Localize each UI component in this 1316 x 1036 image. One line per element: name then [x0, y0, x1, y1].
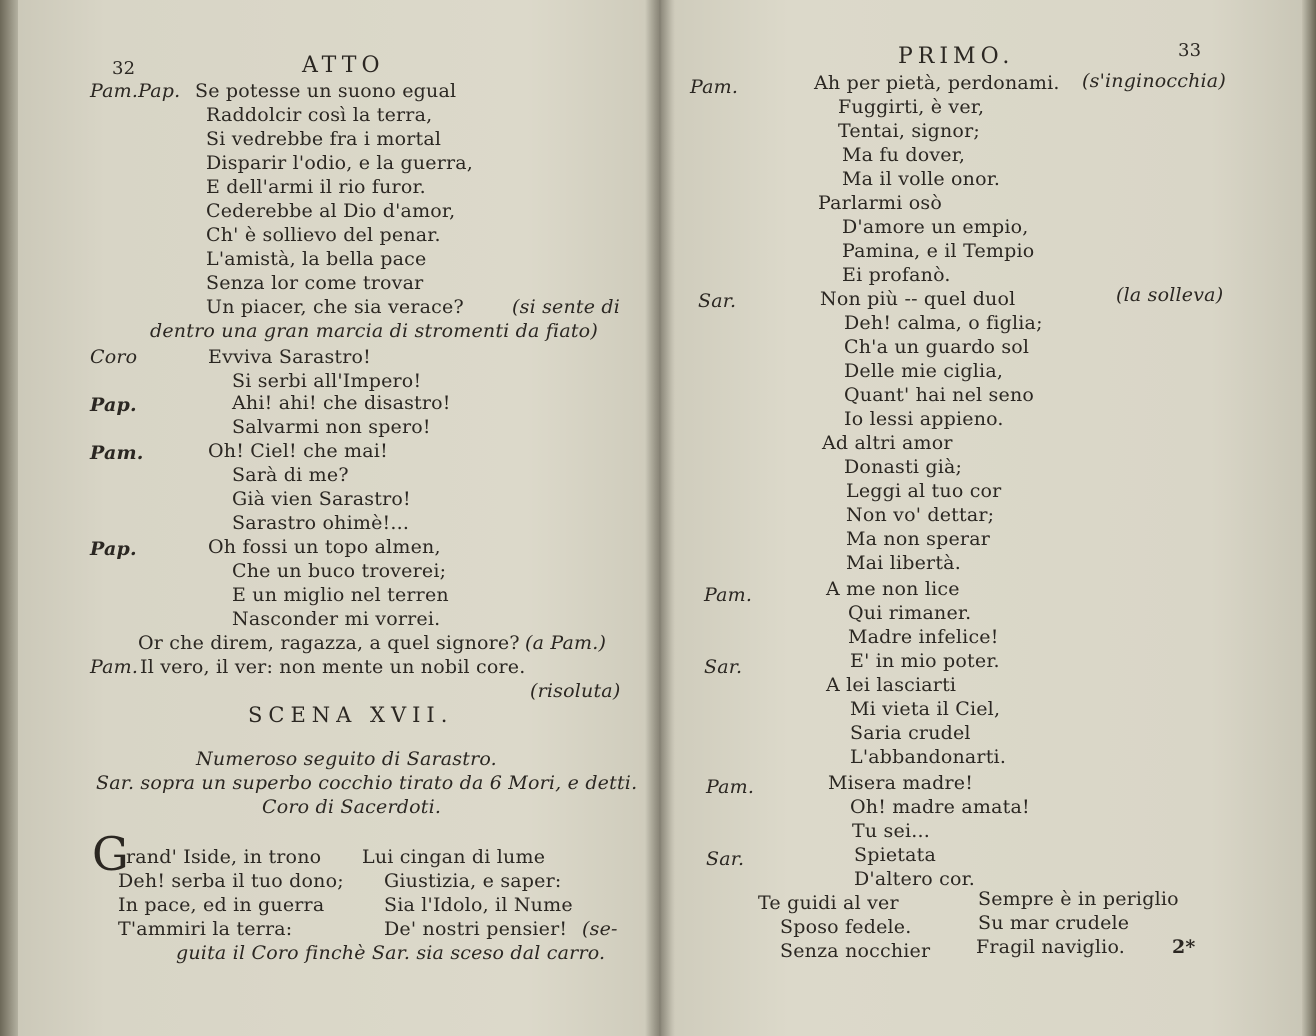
- stage-direction: (la solleva): [1116, 284, 1224, 306]
- running-header: ATTO: [302, 53, 385, 78]
- verse-line: Senza lor come trovar: [206, 272, 424, 294]
- speaker-label: Pam.Pap.: [90, 80, 181, 102]
- verse-line: Ma non sperar: [846, 528, 991, 550]
- verse-line: Si serbi all'Impero!: [232, 370, 422, 392]
- chorus-line: De' nostri pensier!: [384, 918, 568, 940]
- speaker-label: Pap.: [90, 538, 137, 560]
- verse-line: Saria crudel: [850, 722, 971, 744]
- verse-line: E' in mio poter.: [850, 650, 1000, 672]
- scene-description: Sar. sopra un superbo cocchio tirato da 6 Mori, e detti.: [96, 772, 638, 794]
- chorus-line: Sia l'Idolo, il Nume: [384, 894, 573, 916]
- verse-line: Pamina, e il Tempio: [842, 240, 1035, 262]
- chorus-line: Giustizia, e saper:: [384, 870, 562, 892]
- right-page: [660, 0, 1316, 1036]
- stage-direction: guita il Coro finchè Sar. sia sceso dal carro.: [176, 942, 606, 964]
- stage-direction: (s'inginocchia): [1082, 70, 1226, 92]
- chorus-line: T'ammiri la terra:: [118, 918, 293, 940]
- verse-line: Ahi! ahi! che disastro!: [232, 392, 451, 414]
- stage-direction: dentro una gran marcia di stromenti da fiato): [150, 320, 598, 342]
- scene-title: SCENA XVII.: [248, 703, 454, 727]
- speaker-label: Pap.: [90, 394, 137, 416]
- scene-description: Coro di Sacerdoti.: [262, 796, 442, 818]
- verse-line: Se potesse un suono egual: [195, 80, 457, 102]
- verse-line: Sarà di me?: [232, 464, 349, 486]
- speaker-label: Pam.: [706, 776, 755, 798]
- verse-line: Non più -- quel duol: [820, 288, 1016, 310]
- verse-line: Deh! calma, o figlia;: [844, 312, 1043, 334]
- speaker-label: Sar.: [698, 290, 737, 312]
- speaker-label: Pam.: [690, 76, 739, 98]
- verse-line: A lei lasciarti: [826, 674, 957, 696]
- drop-cap: G: [92, 827, 129, 881]
- verse-line: Spietata: [854, 844, 937, 866]
- verse-line: Ah per pietà, perdonami.: [814, 72, 1060, 94]
- final-verse: Senza nocchier: [780, 940, 931, 962]
- chorus-line: rand' Iside, in trono: [126, 846, 322, 868]
- verse-line: Evviva Sarastro!: [208, 346, 372, 368]
- verse-line: Oh! Ciel! che mai!: [208, 440, 388, 462]
- running-header: PRIMO.: [898, 44, 1015, 69]
- verse-line: Misera madre!: [828, 772, 974, 794]
- chorus-line: Deh! serba il tuo dono;: [118, 870, 344, 892]
- speaker-label: Pam.: [90, 656, 139, 678]
- page-number: 33: [1178, 40, 1202, 61]
- verse-line: Sarastro ohimè!...: [232, 512, 410, 534]
- signature-mark: 2*: [1172, 936, 1196, 958]
- verse-line: Mai libertà.: [846, 552, 961, 574]
- stage-direction: (a Pam.): [525, 632, 607, 654]
- verse-line: Un piacer, che sia verace?: [206, 296, 464, 318]
- stage-direction: (se-: [582, 918, 618, 940]
- verse-line: Già vien Sarastro!: [232, 488, 411, 510]
- verse-line: Fuggirti, è ver,: [838, 96, 985, 118]
- speaker-label: Coro: [90, 346, 138, 368]
- speaker-label: Pam.: [704, 584, 753, 606]
- stage-direction: (si sente di: [512, 296, 621, 318]
- chorus-line: In pace, ed in guerra: [118, 894, 325, 916]
- page-number: 32: [112, 58, 136, 79]
- verse-line: Il vero, il ver: non mente un nobil core.: [140, 656, 526, 678]
- speaker-label: Sar.: [706, 848, 745, 870]
- verse-line: Oh fossi un topo almen,: [208, 536, 441, 558]
- verse-line: Mi vieta il Ciel,: [850, 698, 1001, 720]
- verse-line: Parlarmi osò: [818, 192, 942, 214]
- verse-line: Io lessi appieno.: [844, 408, 1004, 430]
- verse-line: A me non lice: [826, 578, 960, 600]
- verse-line: D'altero cor.: [854, 868, 976, 890]
- verse-line: Quant' hai nel seno: [844, 384, 1035, 406]
- left-page: [0, 0, 655, 1036]
- verse-line: Madre infelice!: [848, 626, 999, 648]
- verse-line: E un miglio nel terren: [232, 584, 449, 606]
- scene-description: Numeroso seguito di Sarastro.: [196, 748, 497, 770]
- verse-line: Leggi al tuo cor: [846, 480, 1002, 502]
- verse-line: Non vo' dettar;: [846, 504, 995, 526]
- verse-line: Qui rimaner.: [848, 602, 972, 624]
- verse-line: L'abbandonarti.: [850, 746, 1007, 768]
- verse-line: D'amore un empio,: [842, 216, 1029, 238]
- final-verse: Sposo fedele.: [780, 916, 912, 938]
- verse-line: Tu sei...: [852, 820, 930, 842]
- final-verse: Su mar crudele: [978, 912, 1130, 934]
- verse-line: Ch'a un guardo sol: [844, 336, 1030, 358]
- verse-line: Oh! madre amata!: [850, 796, 1030, 818]
- verse-line: Disparir l'odio, e la guerra,: [206, 152, 474, 174]
- verse-line: Raddolcir così la terra,: [206, 104, 433, 126]
- verse-line: Ma il volle onor.: [842, 168, 1001, 190]
- chorus-line: Lui cingan di lume: [362, 846, 546, 868]
- stage-direction: (risoluta): [530, 680, 621, 702]
- speaker-label: Pam.: [90, 442, 144, 464]
- final-verse: Te guidi al ver: [758, 892, 899, 914]
- verse-line: Tentai, signor;: [838, 120, 980, 142]
- final-verse: Fragil naviglio.: [976, 936, 1125, 958]
- verse-line: Delle mie ciglia,: [844, 360, 1004, 382]
- verse-line: Nasconder mi vorrei.: [232, 608, 441, 630]
- verse-line: E dell'armi il rio furor.: [206, 176, 426, 198]
- verse-line: Ch' è sollievo del penar.: [206, 224, 441, 246]
- verse-line: Cederebbe al Dio d'amor,: [206, 200, 456, 222]
- final-verse: Sempre è in periglio: [978, 888, 1179, 910]
- verse-line: Or che direm, ragazza, a quel signore?: [138, 632, 520, 654]
- speaker-label: Sar.: [704, 656, 743, 678]
- verse-line: Che un buco troverei;: [232, 560, 447, 582]
- verse-line: Salvarmi non spero!: [232, 416, 431, 438]
- verse-line: Si vedrebbe fra i mortal: [206, 128, 442, 150]
- verse-line: Ei profanò.: [842, 264, 951, 286]
- verse-line: Donasti già;: [844, 456, 963, 478]
- verse-line: Ad altri amor: [822, 432, 953, 454]
- verse-line: Ma fu dover,: [842, 144, 966, 166]
- verse-line: L'amistà, la bella pace: [206, 248, 427, 270]
